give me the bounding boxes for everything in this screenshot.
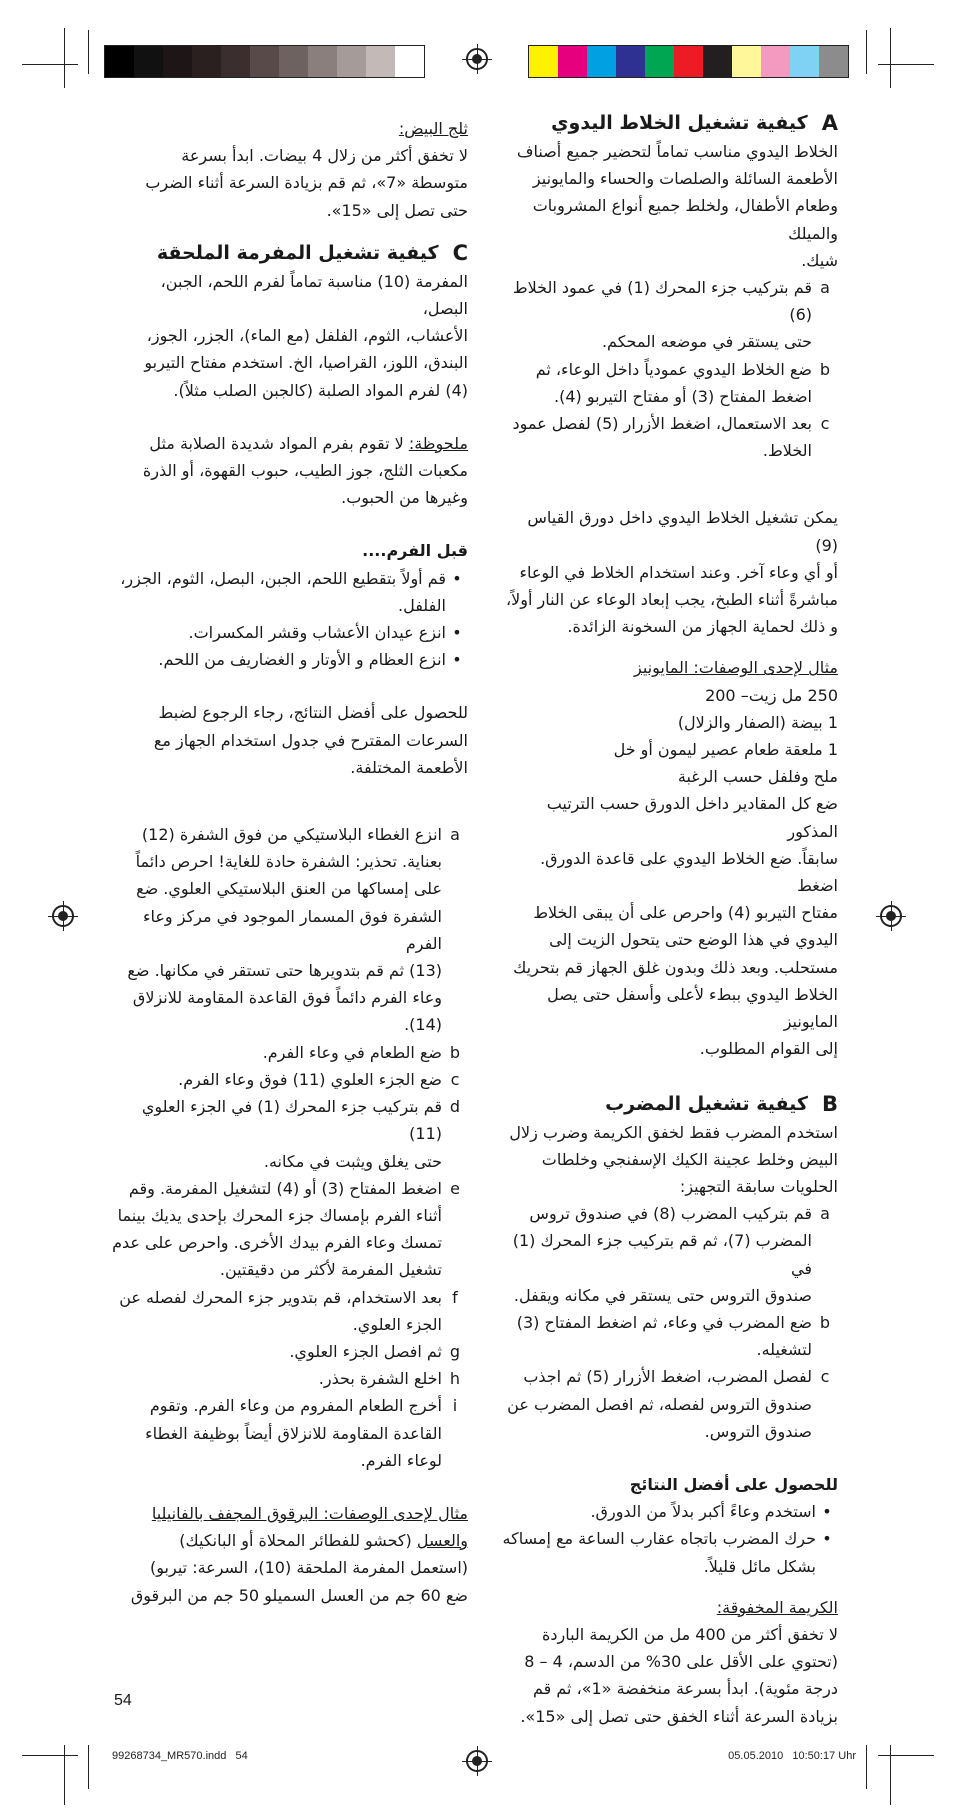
text-line: الأطعمة المختلفة. bbox=[350, 757, 468, 777]
step-marker: a bbox=[820, 1204, 830, 1224]
egg-whites-text bbox=[112, 142, 468, 224]
whipped-cream-title: الكريمة المخفوقة: bbox=[716, 1597, 838, 1617]
text-line: لا تقوم بفرم المواد شديدة الصلابة مثل bbox=[149, 433, 404, 453]
section-c-step-d bbox=[112, 1093, 468, 1175]
text-line: قم بتركيب جزء المحرك (1) في الجزء العلوي (11) bbox=[141, 1097, 442, 1144]
text-line: شيك. bbox=[801, 250, 838, 270]
text-line: المفرمة (10) مناسبة تماماً لفرم اللحم، الجبن، البصل، bbox=[160, 271, 468, 319]
crop-mark-top-left-v bbox=[88, 30, 89, 74]
text-line: للحصول على أفضل النتائج، رجاء الرجوع لضبط bbox=[158, 703, 468, 723]
section-b-letter: B bbox=[821, 1091, 838, 1116]
mayonnaise-method bbox=[500, 790, 838, 1062]
section-a-title: كيفية تشغيل الخلاط اليدوي bbox=[551, 112, 808, 134]
text-line: (استعمل المفرمة الملحقة (10)، السرعة: تيربو) bbox=[150, 1558, 468, 1578]
crop-mark-top-right-v2 bbox=[890, 28, 891, 88]
right-column bbox=[500, 108, 838, 1730]
text-line: إلى القوام المطلوب. bbox=[699, 1039, 838, 1059]
crop-mark-bottom-right-v bbox=[866, 1745, 867, 1789]
section-a-measuring-jug-note bbox=[500, 504, 838, 640]
section-b-step-c bbox=[500, 1363, 838, 1445]
best-results-item bbox=[500, 1498, 838, 1525]
best-results-paragraph bbox=[112, 699, 468, 781]
text-line: متوسطة «7»، ثم قم بزيادة السرعة أثناء الضرب bbox=[145, 173, 468, 193]
step-marker: h bbox=[449, 1369, 461, 1389]
color-swatch bbox=[674, 46, 703, 77]
registration-mark-right bbox=[880, 905, 902, 927]
color-swatch bbox=[337, 46, 366, 77]
color-swatch bbox=[529, 46, 558, 77]
note-label: ملحوظة: bbox=[408, 433, 468, 453]
before-chopping-item bbox=[112, 646, 468, 673]
color-swatch bbox=[134, 46, 163, 77]
color-swatch bbox=[645, 46, 674, 77]
registration-mark-left bbox=[52, 905, 74, 927]
crop-mark-bottom-right-v2 bbox=[890, 1745, 891, 1805]
ingredient: ملح وفلفل حسب الرغبة bbox=[677, 767, 838, 787]
section-c-letter: C bbox=[452, 240, 468, 265]
section-b-intro bbox=[500, 1119, 838, 1201]
text-line: السرعات المقترح في جدول استخدام الجهاز مع bbox=[153, 730, 468, 750]
text-line: قم بتركيب المضرب (8) في صندوق تروس bbox=[529, 1204, 812, 1224]
color-swatch bbox=[703, 46, 732, 77]
text-line: ضع الخلاط اليدوي عمودياً داخل الوعاء، ثم bbox=[535, 359, 812, 379]
best-results-title: للحصول على أفضل النتائج bbox=[629, 1474, 838, 1494]
text-line: قم أولاً بتقطيع اللحم، الجبن، البصل، الثوم، الجزر، bbox=[120, 568, 446, 588]
bullet-icon: • bbox=[452, 623, 462, 643]
section-b-heading bbox=[500, 1089, 838, 1119]
text-line: و ذلك لحماية الجهاز من السخونة الزائدة. bbox=[567, 617, 838, 637]
text-line: ضع الطعام في وعاء الفرم. bbox=[262, 1042, 442, 1062]
left-column bbox=[112, 115, 468, 1609]
text-line: حتى يغلق ويثبت في مكانه. bbox=[263, 1151, 442, 1171]
text-line: صندوق التروس حتى يستقر في مكانه ويقفل. bbox=[513, 1285, 812, 1305]
color-swatch bbox=[790, 46, 819, 77]
step-marker: c bbox=[450, 1069, 460, 1089]
text-line: قم بتركيب جزء المحرك (1) في عمود الخلاط (6) bbox=[512, 278, 812, 325]
section-c-intro bbox=[112, 268, 468, 404]
ingredient: 1 بيضة (الصفار والزلال) bbox=[677, 712, 838, 732]
text-line: الأطعمة السائلة والصلصات والحساء والمايونيز bbox=[532, 169, 838, 189]
bullet-icon: • bbox=[822, 1529, 832, 1549]
text-line: ضع كل المقادير داخل الدورق حسب الترتيب المذكور bbox=[546, 794, 838, 841]
registration-mark-bottom bbox=[466, 1750, 488, 1772]
color-swatch bbox=[819, 46, 848, 77]
text-line: تمسك وعاء الفرم بيدك الأخرى. واحرص على عدم bbox=[112, 1233, 442, 1253]
text-line: مكعبات الثلج، جوز الطيب، حبوب القهوة، أو الذرة bbox=[142, 461, 468, 481]
text-line: البندق، اللوز، القراصيا، الخ. استخدم مفتاح التيربو bbox=[144, 353, 468, 373]
section-c-step-h bbox=[112, 1365, 468, 1392]
crop-mark-bottom-left-v2 bbox=[64, 1745, 65, 1805]
section-a-letter: A bbox=[821, 111, 838, 135]
text-line: الخلاط. bbox=[762, 441, 812, 461]
step-marker: i bbox=[452, 1396, 458, 1416]
color-swatch bbox=[616, 46, 645, 77]
prune-recipe-subtitle: (كحشو للفطائر المحلاة أو البانكيك) bbox=[179, 1531, 417, 1551]
section-c-step-b bbox=[112, 1039, 468, 1066]
text-line: بعد الاستعمال، اضغط الأزرار (5) لفصل عمود bbox=[512, 414, 812, 434]
text-line: الخلاط اليدوي ببطء لأعلى وأسفل حتى يصل المايونيز bbox=[547, 984, 838, 1032]
text-line: الفلفل. bbox=[397, 595, 446, 615]
text-line: بشكل مائل قليلاً. bbox=[703, 1556, 816, 1576]
text-line: بعناية. تحذير: الشفرة حادة للغاية! احرص دائماً bbox=[135, 852, 442, 872]
section-a-step-c bbox=[500, 410, 838, 464]
text-line: المضرب (7)، ثم قم بتركيب جزء المحرك (1) في bbox=[512, 1231, 812, 1278]
text-line: أخرج الطعام المفروم من وعاء الفرم. وتقوم bbox=[149, 1396, 442, 1416]
color-swatch bbox=[105, 46, 134, 77]
bullet-icon: • bbox=[822, 1502, 832, 1522]
text-line: ضع 60 جم من العسل السميلو 50 جم من البرقوق bbox=[130, 1585, 468, 1605]
text-line: صندوق التروس لفصله، ثم افصل المضرب عن bbox=[507, 1394, 812, 1414]
step-marker: b bbox=[819, 1312, 831, 1332]
prune-recipe bbox=[112, 1500, 468, 1609]
text-line: وعاء الفرم دائماً فوق القاعدة المقاومة للانزلاق bbox=[132, 988, 442, 1008]
text-line: الحلويات سابقة التجهيز: bbox=[679, 1176, 838, 1196]
color-swatch bbox=[366, 46, 395, 77]
text-line: انزع الغطاء البلاستيكي من فوق الشفرة (12) bbox=[141, 825, 442, 845]
registration-mark-top bbox=[466, 48, 488, 70]
crop-mark-bottom-right-h bbox=[878, 1755, 934, 1756]
step-marker: a bbox=[450, 825, 460, 845]
text-line: اليدوي في هذا الوضع حتى يتحول الزيت إلى bbox=[549, 930, 838, 950]
text-line: مفتاح التيربو (4) واحرص على أن يبقى الخلاط bbox=[533, 903, 838, 923]
color-swatch bbox=[221, 46, 250, 77]
step-marker: f bbox=[452, 1287, 458, 1307]
text-line: ضع المضرب في وعاء، ثم اضغط المفتاح (3) bbox=[516, 1312, 812, 1332]
step-marker: c bbox=[820, 414, 830, 434]
text-line: مستحلب. وبعد ذلك وبدون غلق الجهاز قم بتحريك bbox=[513, 957, 838, 977]
color-swatch bbox=[761, 46, 790, 77]
section-c-step-c bbox=[112, 1066, 468, 1093]
text-line: البيض وخلط عجينة الكيك الإسفنجي وخلطات bbox=[541, 1149, 838, 1169]
crop-mark-bottom-left-v bbox=[88, 1745, 89, 1789]
text-line: درجة مئوية). ابدأ بسرعة منخفضة «1»، ثم قم bbox=[533, 1679, 838, 1699]
step-marker: b bbox=[449, 1042, 461, 1062]
text-line: اضغط المفتاح (3) أو مفتاح التيربو (4). bbox=[554, 386, 812, 406]
color-swatch bbox=[308, 46, 337, 77]
whipped-cream-text bbox=[500, 1621, 838, 1730]
text-line: ضع الجزء العلوي (11) فوق وعاء الفرم. bbox=[178, 1069, 442, 1089]
mayonnaise-recipe-title: مثال لإحدى الوصفات: المايونيز bbox=[634, 658, 838, 678]
color-swatch bbox=[587, 46, 616, 77]
text-line: أو أي وعاء آخر. وعند استخدام الخلاط في الوعاء bbox=[519, 562, 838, 582]
text-line: اخلع الشفرة بحذر. bbox=[318, 1369, 442, 1389]
text-line: لا تخفق أكثر من زلال 4 بيضات. ابدأ بسرعة bbox=[181, 146, 468, 166]
text-line: مباشرةً أثناء الطبخ، يجب إبعاد الوعاء عن النار أولاً، bbox=[505, 590, 838, 610]
color-swatch bbox=[250, 46, 279, 77]
text-line: ثم افصل الجزء العلوي. bbox=[289, 1341, 442, 1361]
color-swatch bbox=[732, 46, 761, 77]
before-chopping-item bbox=[112, 619, 468, 646]
page-number: 54 bbox=[114, 1692, 132, 1709]
color-swatch bbox=[558, 46, 587, 77]
text-line: وطعام الأطفال، ولخلط جميع أنواع المشروبات والميلك bbox=[532, 196, 838, 243]
text-line: سابقاً. ضع الخلاط اليدوي على قاعدة الدورق. اضغط bbox=[540, 848, 838, 896]
egg-whites-title: ثلج البيض: bbox=[398, 119, 468, 138]
section-b-title: كيفية تشغيل المضرب bbox=[605, 1092, 808, 1115]
section-a-heading bbox=[500, 108, 838, 138]
text-line: الجزء العلوي. bbox=[352, 1314, 442, 1334]
best-results-item bbox=[500, 1525, 838, 1579]
crop-mark-top-right-h bbox=[878, 64, 934, 65]
text-line: الشفرة فوق المسمار الموجود في مركز وعاء الفرم bbox=[142, 906, 442, 953]
text-line: حرك المضرب باتجاه عقارب الساعة مع إمساكه bbox=[502, 1529, 816, 1549]
text-line: وغيرها من الحبوب. bbox=[341, 488, 468, 508]
footer-timestamp: 05.05.2010 10:50:17 Uhr bbox=[728, 1750, 856, 1762]
text-line: استخدم المضرب فقط لخفق الكريمة وضرب زلال bbox=[509, 1122, 838, 1142]
process-color-swatch-bar bbox=[528, 45, 849, 78]
text-line: حتى تصل إلى «15». bbox=[326, 200, 468, 220]
before-chopping-item bbox=[112, 565, 468, 619]
text-line: اضغط المفتاح (3) أو (4) لتشغيل المفرمة. وقم bbox=[128, 1178, 442, 1198]
text-line: تشغيل المفرمة لأكثر من دقيقتين. bbox=[219, 1260, 442, 1280]
text-line: بعد الاستخدام، قم بتدوير جزء المحرك لفصله عن bbox=[119, 1287, 442, 1307]
text-line: لتشغيله. bbox=[756, 1340, 812, 1360]
color-swatch bbox=[279, 46, 308, 77]
text-line: (13) ثم قم بتدويرها حتى تستقر في مكانها. ضع bbox=[127, 961, 442, 981]
section-a-intro bbox=[500, 138, 838, 274]
ingredient: 250 مل زيت– 200 bbox=[705, 685, 838, 705]
text-line: على إمساكها من العنق البلاستيكي العلوي. ضع bbox=[136, 879, 442, 899]
bullet-icon: • bbox=[452, 650, 462, 670]
section-b-step-b bbox=[500, 1309, 838, 1363]
text-line: لا تخفق أكثر من 400 مل من الكريمة الباردة bbox=[541, 1624, 838, 1644]
text-line: لفصل المضرب، اضغط الأزرار (5) ثم اجذب bbox=[523, 1367, 812, 1387]
prune-recipe-title-end: والعسل bbox=[416, 1531, 468, 1551]
step-marker: d bbox=[449, 1097, 461, 1117]
text-line: صندوق التروس. bbox=[704, 1421, 812, 1441]
text-line: القاعدة المقاومة للانزلاق أيضاً بوظيفة الغطاء bbox=[145, 1423, 442, 1443]
text-line: انزع العظام و الأوتار و الغضاريف من اللحم. bbox=[158, 650, 446, 670]
mayonnaise-ingredients bbox=[500, 682, 838, 791]
section-c-step-f bbox=[112, 1284, 468, 1338]
section-c-step-e bbox=[112, 1175, 468, 1284]
text-line: (تحتوي على الأقل على 30% من الدسم، 4 – 8 bbox=[524, 1652, 838, 1672]
text-line: حتى يستقر في موضعه المحكم. bbox=[601, 332, 812, 352]
section-c-step-i bbox=[112, 1392, 468, 1474]
section-b-step-a bbox=[500, 1200, 838, 1309]
text-line: لوعاء الفرم. bbox=[360, 1450, 442, 1470]
text-line: (14). bbox=[404, 1015, 442, 1035]
text-line: الخلاط اليدوي مناسب تماماً لتحضير جميع أصناف bbox=[516, 142, 838, 161]
color-swatch bbox=[192, 46, 221, 77]
section-a-step-b bbox=[500, 356, 838, 410]
color-swatch bbox=[395, 46, 424, 77]
step-marker: a bbox=[820, 278, 830, 298]
crop-mark-bottom-left-h bbox=[22, 1755, 78, 1756]
text-line: أثناء الفرم بإمساك جزء المحرك بإحدى يديك بينما bbox=[117, 1205, 442, 1225]
text-line: يمكن تشغيل الخلاط اليدوي داخل دورق القياس (9) bbox=[527, 508, 838, 555]
section-c-heading bbox=[112, 238, 468, 268]
step-marker: b bbox=[819, 359, 831, 379]
text-line: انزع عيدان الأعشاب وقشر المكسرات. bbox=[188, 623, 446, 643]
footer-file-name: 99268734_MR570.indd 54 bbox=[112, 1750, 248, 1762]
text-line: (4) لفرم المواد الصلبة (كالجبن الصلب مثلاً). bbox=[173, 380, 468, 400]
before-chopping-title: قبل الفرم.... bbox=[362, 541, 468, 561]
step-marker: c bbox=[820, 1367, 830, 1387]
grayscale-swatch-bar bbox=[104, 45, 425, 78]
text-line: استخدم وعاءً أكبر بدلاً من الدورق. bbox=[590, 1502, 816, 1522]
color-swatch bbox=[163, 46, 192, 77]
step-marker: e bbox=[450, 1178, 460, 1198]
bullet-icon: • bbox=[452, 568, 462, 588]
ingredient: 1 ملعقة طعام عصير ليمون أو خل bbox=[613, 740, 838, 760]
section-a-step-a bbox=[500, 274, 838, 356]
section-c-step-a bbox=[112, 821, 468, 1039]
section-c-title: كيفية تشغيل المفرمة الملحقة bbox=[156, 241, 439, 264]
crop-mark-top-left-h bbox=[22, 64, 78, 65]
step-marker: g bbox=[449, 1341, 461, 1361]
crop-mark-top-left-v2 bbox=[64, 28, 65, 88]
section-c-step-g bbox=[112, 1338, 468, 1365]
text-line: الأعشاب، الثوم، الفلفل (مع الماء)، الجزر، الجوز، bbox=[146, 326, 468, 346]
chopper-note bbox=[112, 430, 468, 512]
prune-recipe-title: مثال لإحدى الوصفات: البرقوق المجفف بالفانيليا bbox=[151, 1503, 468, 1523]
text-line: بزيادة السرعة أثناء الخفق حتى تصل إلى «15». bbox=[520, 1706, 838, 1726]
crop-mark-top-right-v bbox=[866, 30, 867, 74]
